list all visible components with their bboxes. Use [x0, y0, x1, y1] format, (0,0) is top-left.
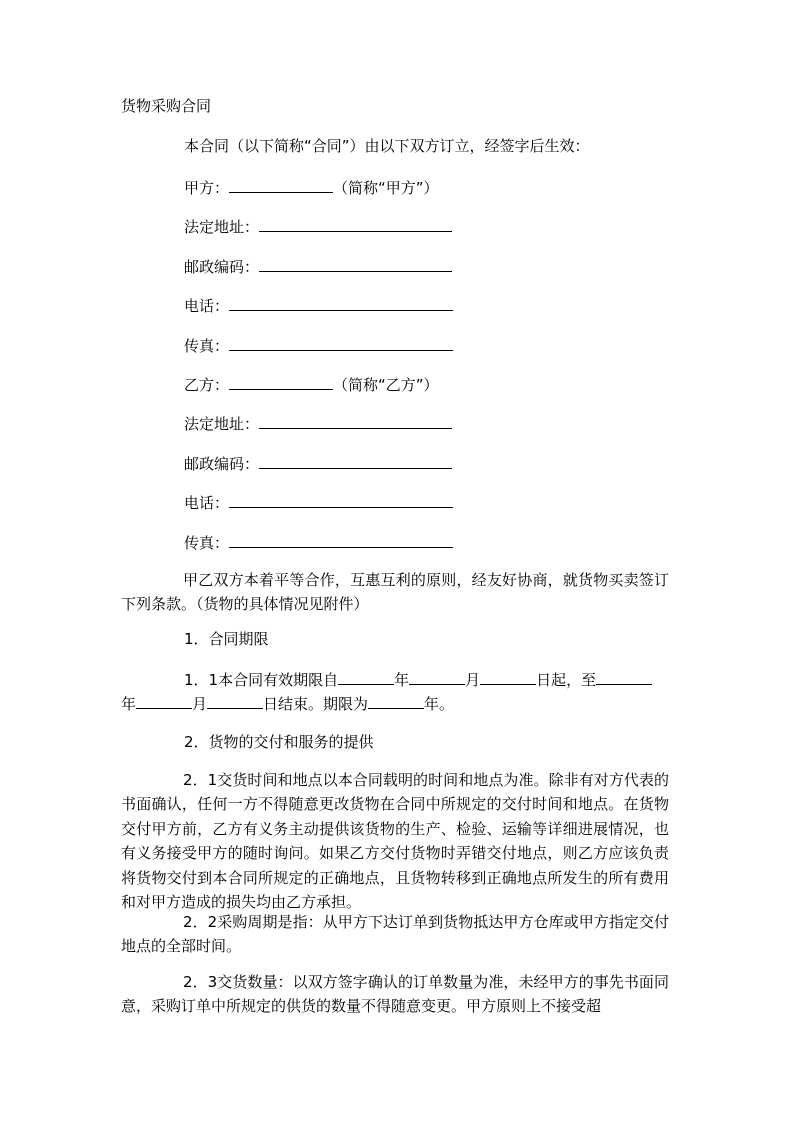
term-years-label: 年。 [424, 695, 455, 713]
party-b-row [184, 373, 439, 395]
end-year-label: 年 [121, 695, 137, 713]
party-b-fax-row [184, 531, 453, 553]
party-b-postcode-field[interactable] [259, 452, 452, 469]
party-b-fax-label: 传真： [184, 534, 230, 552]
party-b-phone-field[interactable] [229, 491, 453, 508]
party-b-label: 乙方： [184, 376, 230, 394]
party-a-address-field[interactable] [259, 215, 452, 232]
start-year-field[interactable] [338, 668, 394, 685]
party-a-name-field[interactable] [229, 176, 333, 193]
party-a-postcode-field[interactable] [259, 255, 452, 272]
party-a-abbr: （简称“甲方”） [333, 179, 439, 197]
party-a-address-label: 法定地址： [184, 218, 260, 236]
end-day-label: 日结束。期限为 [263, 695, 369, 713]
clause-2-1: 2．1交货时间和地点以本合同载明的时间和地点为准。除非有对方代表的书面确认，任何一方不得随意更改货物在合同中所规定的交付时间和地点。在货物交付甲方前，乙方有义务主动提供该货物的生产、检验、运输等详细进展情况，也有义务接受甲方的随时询问。如果乙方交付货物时弄错交付地点，则乙方应该负责将货物交付到本合同所规定的正确地点，且货物转移到正确地点所发生的所有费用和对甲方造成的损失均由乙方承担。 [121, 771, 669, 912]
party-a-phone-label: 电话： [184, 297, 230, 315]
party-b-address-row [184, 412, 452, 434]
contract-intro: 本合同（以下简称“合同”）由以下双方订立，经签字后生效： [184, 137, 590, 155]
end-month-label: 月 [192, 695, 208, 713]
party-a-postcode-row [184, 255, 452, 277]
party-b-phone-row [184, 491, 453, 513]
document-title: 货物采购合同 [121, 97, 212, 115]
clause-2-2: 2．2采购周期是指：从甲方下达订单到货物抵达甲方仓库或甲方指定交付地点的全部时间。 [121, 913, 669, 956]
clause-1-1-line-2 [121, 692, 454, 714]
start-month-field[interactable] [409, 668, 465, 685]
clause-1-1-line-1 [184, 668, 652, 690]
term-years-field[interactable] [368, 692, 424, 709]
party-b-fax-field[interactable] [229, 531, 453, 548]
start-year-label: 年 [394, 671, 410, 689]
party-a-phone-field[interactable] [229, 294, 453, 311]
party-a-fax-row [184, 334, 453, 356]
party-b-abbr: （简称“乙方”） [333, 376, 439, 394]
party-a-fax-field[interactable] [229, 334, 453, 351]
party-b-phone-label: 电话： [184, 494, 230, 512]
end-day-field[interactable] [207, 692, 263, 709]
party-a-row [184, 176, 439, 198]
party-a-label: 甲方： [184, 179, 230, 197]
end-year-field[interactable] [596, 668, 652, 685]
end-month-field[interactable] [136, 692, 192, 709]
party-a-postcode-label: 邮政编码： [184, 258, 260, 276]
section-2-heading: 2．货物的交付和服务的提供 [184, 733, 374, 751]
start-day-field[interactable] [480, 668, 536, 685]
clause-1-1-text-start: 1．1本合同有效期限自 [184, 671, 339, 689]
party-b-postcode-row [184, 452, 452, 474]
clause-2-3: 2．3交货数量：以双方签字确认的订单数量为准，未经甲方的事先书面同意，采购订单中所规定的供货的数量不得随意变更。甲方原则上不接受超 [121, 973, 669, 1016]
party-a-address-row [184, 215, 452, 237]
start-month-label: 月 [465, 671, 481, 689]
party-b-name-field[interactable] [229, 373, 333, 390]
party-a-fax-label: 传真： [184, 337, 230, 355]
party-a-phone-row [184, 294, 453, 316]
party-b-address-field[interactable] [259, 412, 452, 429]
start-day-label: 日起，至 [536, 671, 597, 689]
party-b-address-label: 法定地址： [184, 415, 260, 433]
party-b-postcode-label: 邮政编码： [184, 455, 260, 473]
preamble-paragraph: 甲乙双方本着平等合作，互惠互利的原则，经友好协商，就货物买卖签订下列条款。（货物的具体情况见附件） [121, 571, 669, 614]
section-1-heading: 1．合同期限 [184, 630, 269, 648]
